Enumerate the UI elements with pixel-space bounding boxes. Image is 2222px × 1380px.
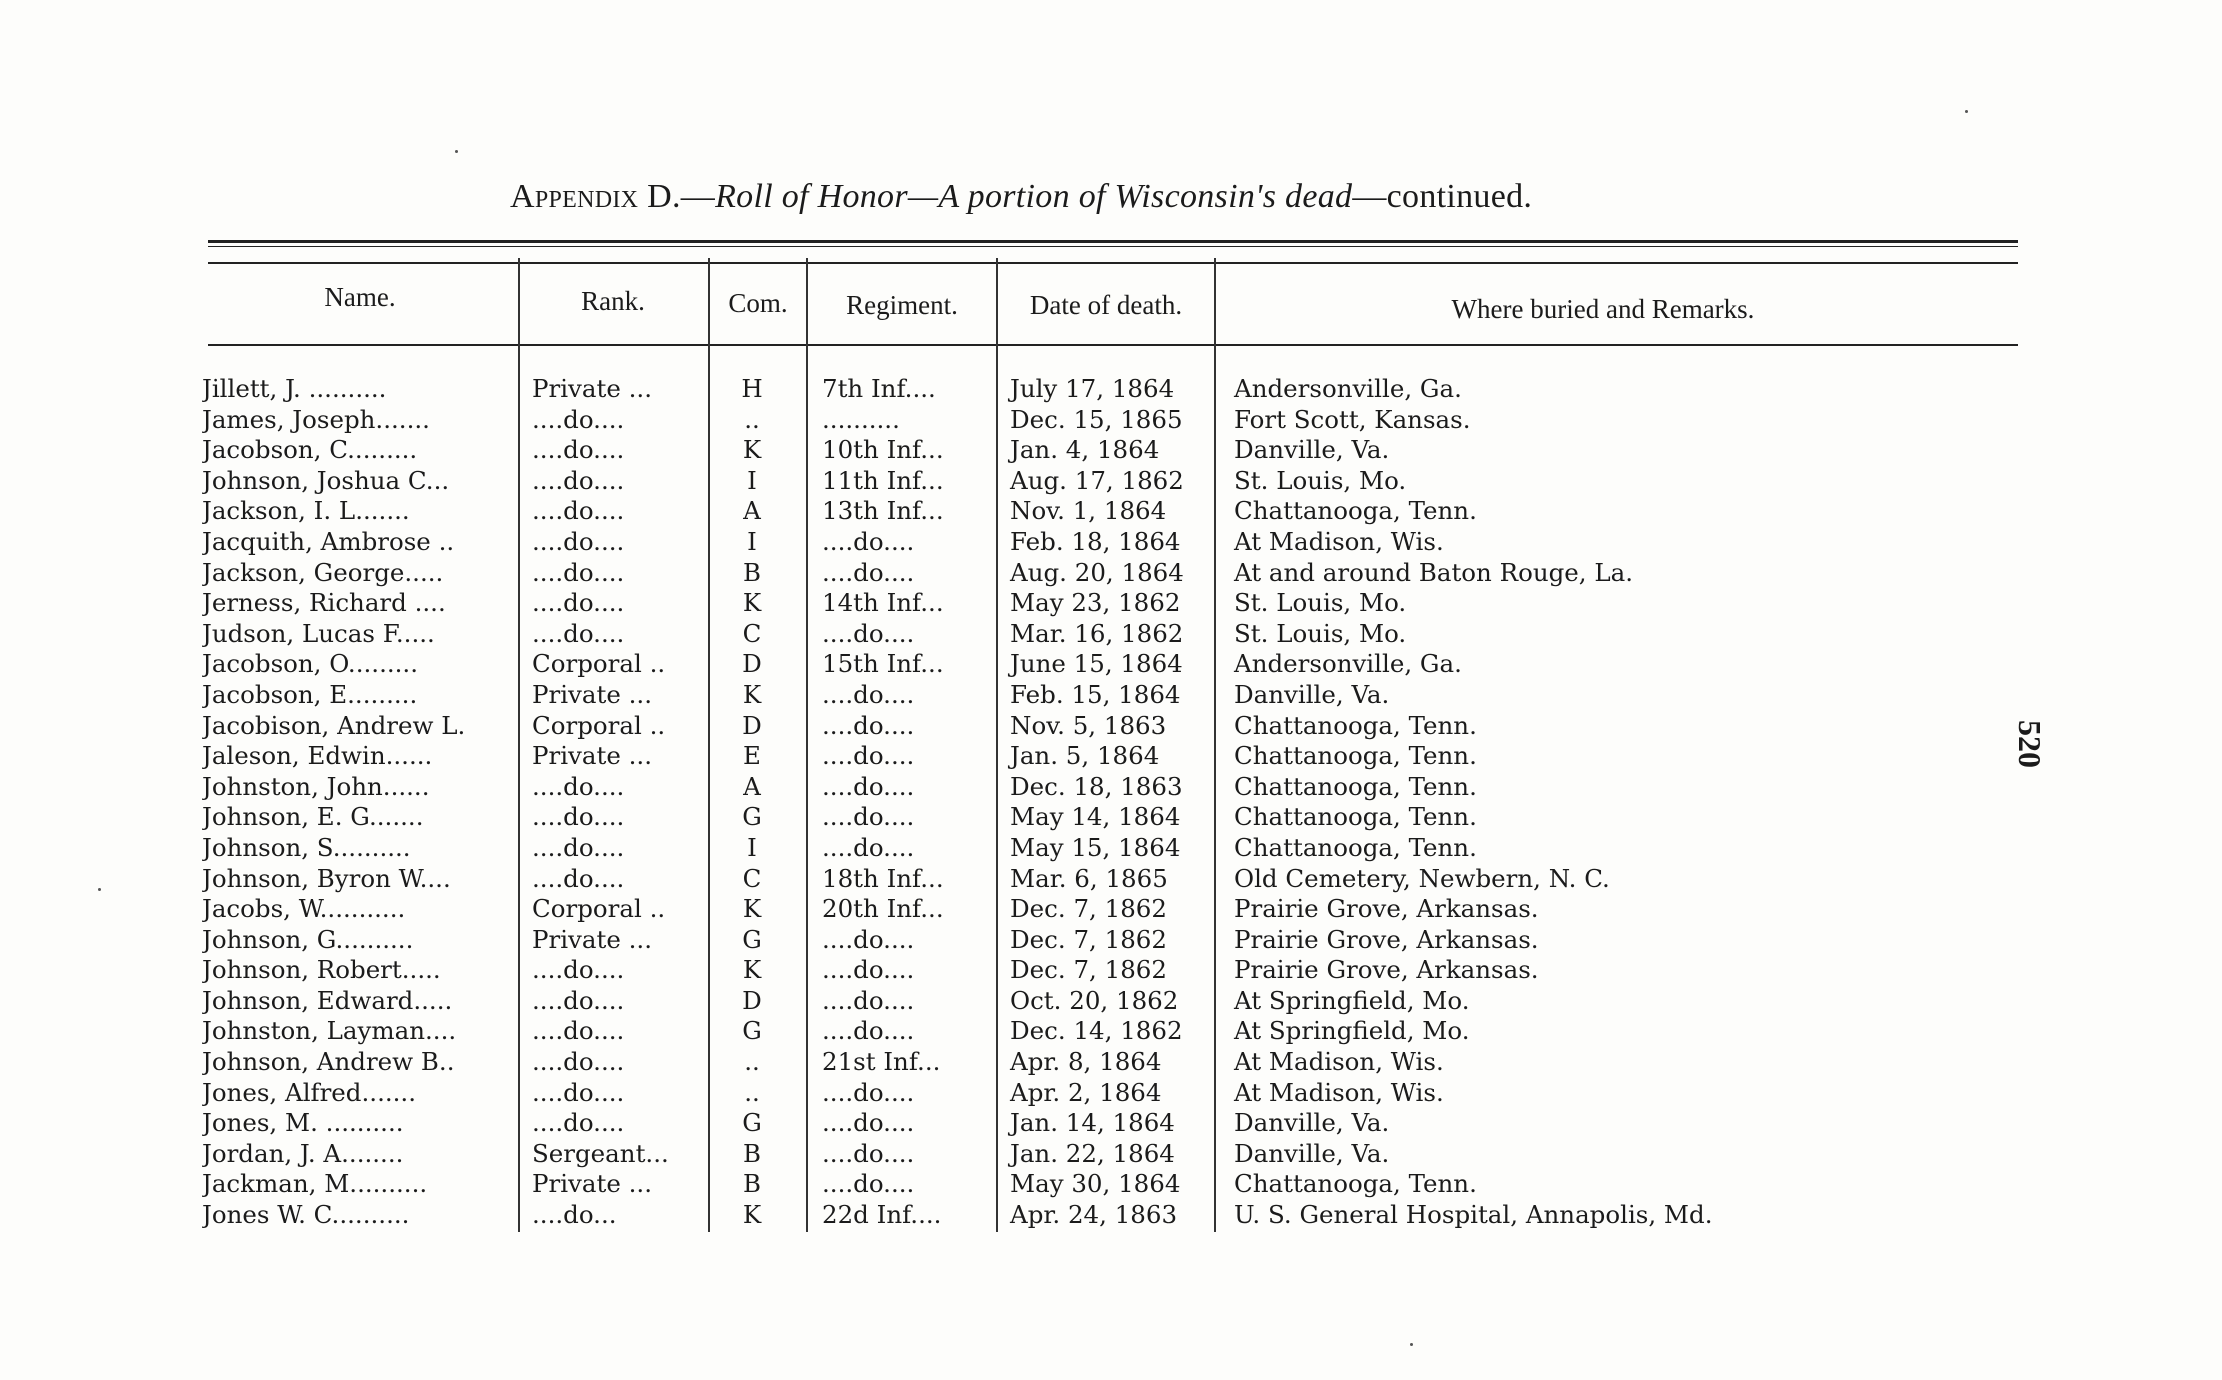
title-appendix: Appendix [510,178,639,215]
cell-rank: Private ... [532,741,652,771]
cell-company: G [742,802,762,832]
cell-date-of-death: Aug. 17, 1862 [1010,465,1184,495]
table-row [0,1078,2222,1109]
cell-date-of-death: Jan. 4, 1864 [1010,435,1160,465]
cell-burial-remarks: Chattanooga, Tenn. [1234,802,1477,832]
cell-date-of-death: Apr. 24, 1863 [1010,1200,1178,1230]
table-row [0,1200,2222,1231]
cell-date-of-death: Dec. 14, 1862 [1010,1016,1183,1046]
cell-burial-remarks: Chattanooga, Tenn. [1234,741,1477,771]
cell-company: .. [744,1077,760,1107]
cell-regiment: ....do.... [822,1016,915,1046]
cell-rank: Corporal .. [532,710,666,740]
table-row [0,1108,2222,1139]
cell-company: K [742,588,762,618]
top-rule-thick [208,240,2018,243]
cell-name: Jacobson, O......... [202,649,419,679]
header-name: Name. [324,282,396,312]
header-com: Com. [728,288,788,318]
cell-rank: Corporal .. [532,894,666,924]
cell-name: Johnson, S.......... [202,832,411,862]
cell-regiment: ....do.... [822,618,915,648]
cell-name: Jacobson, C......... [202,435,418,465]
table-row [0,1139,2222,1170]
paper-speck [1965,110,1968,113]
cell-name: Jackman, M.......... [202,1169,428,1199]
cell-rank: ....do.... [532,1047,625,1077]
table-row [0,558,2222,589]
table-row [0,527,2222,558]
cell-name: Johnson, Robert..... [202,955,441,985]
cell-regiment: ....do.... [822,924,915,954]
table-row [0,588,2222,619]
cell-rank: ....do.... [532,832,625,862]
cell-date-of-death: Dec. 7, 1862 [1010,894,1167,924]
cell-burial-remarks: Chattanooga, Tenn. [1234,1169,1477,1199]
header-where: Where buried and Remarks. [1451,294,1755,324]
cell-name: Jackson, I. L....... [202,496,410,526]
table-row [0,955,2222,986]
cell-company: K [742,955,762,985]
cell-date-of-death: Dec. 7, 1862 [1010,924,1167,954]
cell-rank: ....do.... [532,588,625,618]
cell-regiment: 14th Inf... [822,588,944,618]
cell-regiment: .......... [822,404,900,434]
cell-burial-remarks: Chattanooga, Tenn. [1234,832,1477,862]
cell-regiment: 11th Inf... [822,465,944,495]
cell-date-of-death: Mar. 6, 1865 [1010,863,1168,893]
cell-regiment: ....do.... [822,1169,915,1199]
cell-company: .. [744,404,760,434]
page-number: 520 [2012,720,2048,768]
cell-name: Jacobson, E......... [202,679,418,709]
cell-regiment: ....do.... [822,771,915,801]
cell-name: Jacobison, Andrew L. [202,710,466,740]
cell-regiment: ....do.... [822,1138,915,1168]
cell-name: Jones, Alfred....... [202,1077,417,1107]
cell-rank: ....do.... [532,1077,625,1107]
cell-regiment: ....do.... [822,955,915,985]
cell-regiment: ....do.... [822,1108,915,1138]
table-row [0,741,2222,772]
cell-company: K [742,1200,762,1230]
cell-name: Jillett, J. .......... [202,374,387,403]
cell-name: Johnson, E. G....... [202,802,424,832]
title-italic: Roll of Honor—A portion of Wisconsin's dead [715,178,1353,215]
cell-rank: ....do.... [532,404,625,434]
table-row [0,649,2222,680]
cell-name: Jerness, Richard .... [202,588,446,618]
cell-rank: ....do.... [532,557,625,587]
cell-company: B [742,1169,761,1199]
table-row [0,986,2222,1017]
cell-rank: ....do.... [532,435,625,465]
cell-rank: ....do.... [532,863,625,893]
cell-burial-remarks: St. Louis, Mo. [1234,588,1407,618]
cell-regiment: ....do.... [822,802,915,832]
table-row [0,405,2222,436]
table-row [0,925,2222,956]
cell-rank: Corporal .. [532,649,666,679]
cell-rank: ....do.... [532,496,625,526]
header-rank: Rank. [581,286,645,316]
cell-burial-remarks: Danville, Va. [1234,1108,1390,1138]
cell-burial-remarks: Old Cemetery, Newbern, N. C. [1234,863,1610,893]
cell-company: K [742,894,762,924]
cell-rank: Sergeant... [532,1138,669,1168]
cell-rank: ....do.... [532,802,625,832]
cell-burial-remarks: Andersonville, Ga. [1234,649,1462,679]
cell-date-of-death: Oct. 20, 1862 [1010,985,1179,1015]
cell-name: Johnson, Byron W.... [202,863,451,893]
table-row [0,864,2222,895]
cell-company: I [747,832,757,862]
cell-regiment: ....do.... [822,985,915,1015]
cell-rank: ....do.... [532,618,625,648]
cell-company: D [742,710,762,740]
cell-burial-remarks: Andersonville, Ga. [1234,374,1462,403]
cell-date-of-death: Jan. 14, 1864 [1010,1108,1175,1138]
cell-rank: ....do.... [532,955,625,985]
cell-burial-remarks: At Springfield, Mo. [1234,1016,1470,1046]
cell-date-of-death: Feb. 15, 1864 [1010,679,1181,709]
table-row [0,772,2222,803]
cell-company: A [743,771,761,801]
cell-date-of-death: Mar. 16, 1862 [1010,618,1184,648]
cell-regiment: ....do.... [822,1077,915,1107]
cell-company: A [743,496,761,526]
header-regiment: Regiment. [846,290,958,320]
cell-company: G [742,1108,762,1138]
cell-burial-remarks: Danville, Va. [1234,435,1390,465]
cell-burial-remarks: At Madison, Wis. [1234,1047,1444,1077]
cell-rank: Private ... [532,1169,652,1199]
cell-name: Jacobs, W........... [202,894,406,924]
cell-burial-remarks: Prairie Grove, Arkansas. [1234,924,1539,954]
cell-date-of-death: Nov. 5, 1863 [1010,710,1167,740]
cell-burial-remarks: At and around Baton Rouge, La. [1234,557,1634,587]
cell-burial-remarks: At Springfield, Mo. [1234,985,1470,1015]
cell-regiment: 22d Inf.... [822,1200,942,1230]
cell-regiment: 21st Inf... [822,1047,941,1077]
cell-burial-remarks: St. Louis, Mo. [1234,465,1407,495]
header-rule [208,344,2018,346]
cell-burial-remarks: At Madison, Wis. [1234,1077,1444,1107]
table-row [0,711,2222,742]
cell-company: B [742,1138,761,1168]
cell-burial-remarks: Chattanooga, Tenn. [1234,496,1477,526]
cell-rank: ....do.... [532,985,625,1015]
cell-burial-remarks: U. S. General Hospital, Annapolis, Md. [1234,1200,1713,1230]
cell-date-of-death: Apr. 8, 1864 [1010,1047,1162,1077]
cell-date-of-death: May 15, 1864 [1010,832,1181,862]
cell-date-of-death: Dec. 7, 1862 [1010,955,1167,985]
cell-rank: ....do.... [532,771,625,801]
roll-table-body [0,374,2222,1231]
page-title [510,178,1532,216]
cell-regiment: 15th Inf... [822,649,944,679]
cell-name: Johnston, Layman.... [202,1016,457,1046]
cell-regiment: 10th Inf... [822,435,944,465]
cell-name: Johnson, Andrew B.. [202,1047,455,1077]
cell-date-of-death: Nov. 1, 1864 [1010,496,1167,526]
title-label: D.— [647,178,716,215]
table-row [0,802,2222,833]
cell-date-of-death: Jan. 22, 1864 [1010,1138,1175,1168]
cell-date-of-death: Jan. 5, 1864 [1010,741,1160,771]
paper-speck [455,150,458,153]
cell-name: Jones W. C.......... [202,1200,410,1230]
table-row [0,496,2222,527]
top-rule-under [208,262,2018,264]
cell-regiment: ....do.... [822,741,915,771]
table-row [0,1016,2222,1047]
top-rule-thin [208,246,2018,247]
cell-name: Johnston, John...... [202,771,430,801]
cell-name: James, Joseph....... [202,404,430,434]
table-row [0,680,2222,711]
cell-name: Jacquith, Ambrose .. [202,526,455,556]
cell-date-of-death: Aug. 20, 1864 [1010,557,1184,587]
cell-regiment: 13th Inf... [822,496,944,526]
cell-name: Johnson, Joshua C... [202,465,450,495]
cell-burial-remarks: Prairie Grove, Arkansas. [1234,894,1539,924]
cell-burial-remarks: St. Louis, Mo. [1234,618,1407,648]
table-row [0,833,2222,864]
cell-name: Judson, Lucas F..... [202,618,435,648]
cell-regiment: ....do.... [822,557,915,587]
cell-name: Jones, M. .......... [202,1108,404,1138]
cell-rank: ....do.... [532,1108,625,1138]
cell-company: H [741,374,763,403]
cell-date-of-death: May 14, 1864 [1010,802,1181,832]
cell-name: Johnson, G.......... [202,924,414,954]
cell-name: Jaleson, Edwin...... [202,741,433,771]
cell-company: I [747,465,757,495]
cell-date-of-death: July 17, 1864 [1010,374,1175,403]
table-row [0,1047,2222,1078]
cell-company: C [742,863,762,893]
paper-speck [98,888,101,891]
cell-company: B [742,557,761,587]
cell-date-of-death: Dec. 15, 1865 [1010,404,1183,434]
cell-rank: ....do.... [532,526,625,556]
cell-company: I [747,526,757,556]
cell-company: D [742,985,762,1015]
cell-rank: Private ... [532,924,652,954]
cell-regiment: 20th Inf... [822,894,944,924]
table-row [0,466,2222,497]
cell-rank: ....do.... [532,465,625,495]
cell-burial-remarks: Chattanooga, Tenn. [1234,771,1477,801]
cell-burial-remarks: Danville, Va. [1234,679,1390,709]
cell-date-of-death: Dec. 18, 1863 [1010,771,1183,801]
table-row [0,374,2222,405]
cell-date-of-death: May 30, 1864 [1010,1169,1181,1199]
cell-date-of-death: Apr. 2, 1864 [1010,1077,1162,1107]
cell-regiment: 18th Inf... [822,863,944,893]
cell-rank: ....do.... [532,1016,625,1046]
table-row [0,619,2222,650]
table-row [0,435,2222,466]
cell-date-of-death: May 23, 1862 [1010,588,1181,618]
cell-company: G [742,1016,762,1046]
cell-company: C [742,618,762,648]
table-row [0,894,2222,925]
cell-name: Johnson, Edward..... [202,985,453,1015]
cell-regiment: ....do.... [822,526,915,556]
cell-date-of-death: June 15, 1864 [1010,649,1183,679]
cell-burial-remarks: Chattanooga, Tenn. [1234,710,1477,740]
title-suffix: —continued. [1352,178,1533,215]
cell-company: K [742,435,762,465]
header-date: Date of death. [1029,290,1183,320]
cell-burial-remarks: Fort Scott, Kansas. [1234,404,1471,434]
cell-company: D [742,649,762,679]
paper-speck [1410,1343,1413,1346]
cell-burial-remarks: At Madison, Wis. [1234,526,1444,556]
cell-rank: ....do... [532,1200,617,1230]
cell-rank: Private ... [532,374,652,403]
cell-company: G [742,924,762,954]
cell-company: E [743,741,761,771]
cell-regiment: ....do.... [822,832,915,862]
table-row [0,1169,2222,1200]
cell-regiment: ....do.... [822,710,915,740]
cell-company: .. [744,1047,760,1077]
cell-name: Jordan, J. A........ [202,1138,404,1168]
cell-rank: Private ... [532,679,652,709]
cell-name: Jackson, George..... [202,557,444,587]
cell-burial-remarks: Prairie Grove, Arkansas. [1234,955,1539,985]
cell-burial-remarks: Danville, Va. [1234,1138,1390,1168]
cell-regiment: 7th Inf.... [822,374,936,403]
cell-date-of-death: Feb. 18, 1864 [1010,526,1181,556]
cell-regiment: ....do.... [822,679,915,709]
cell-company: K [742,679,762,709]
